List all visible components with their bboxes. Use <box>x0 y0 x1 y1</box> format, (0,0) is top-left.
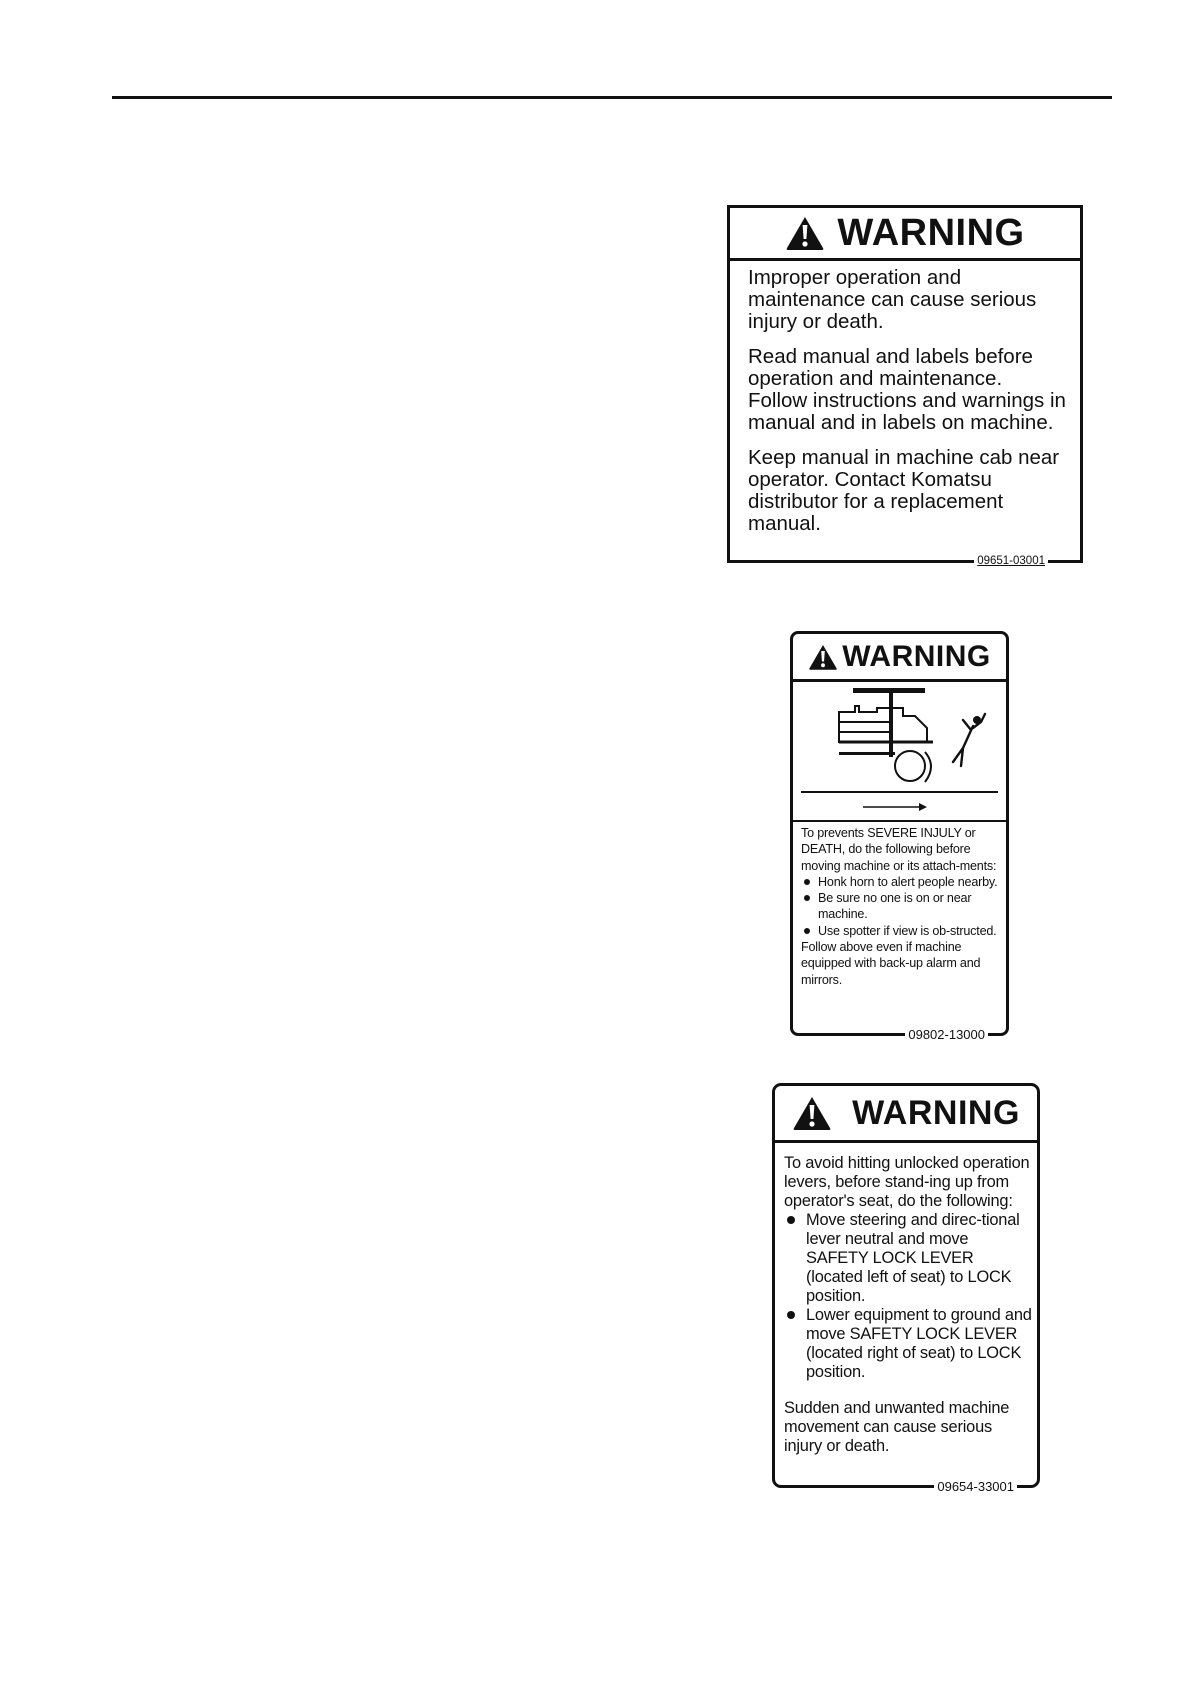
part-number: 09651-03001 <box>974 556 1048 568</box>
list-item: Be sure no one is on or near machine. <box>801 890 1002 923</box>
label-heading <box>775 1086 1037 1143</box>
machine-hazard-illustration <box>793 682 1006 822</box>
label-paragraph: Read manual and labels before operation and maintenance. Follow instructions and warnings in manual and in labels on machine. <box>748 345 1066 434</box>
label-intro: To avoid hitting unlocked operation levers, before stand-ing up from operator's seat, do the following: <box>784 1154 1030 1210</box>
bullet-list <box>801 874 1002 939</box>
heading-text: WARNING <box>842 639 991 673</box>
list-item: Use spotter if view is ob-structed. <box>801 923 1002 939</box>
label-closing: Sudden and unwanted machine movement can cause serious injury or death. <box>784 1399 1010 1455</box>
part-number: 09802-13000 <box>905 1028 988 1041</box>
list-item: Move steering and direc-tional lever neutral and move SAFETY LOCK LEVER (located left of seat) to LOCK position. <box>784 1211 1033 1306</box>
label-heading <box>793 634 1006 682</box>
label-heading <box>730 208 1080 261</box>
heading-text: WARNING <box>852 1093 1020 1132</box>
label-paragraph: Improper operation and maintenance can cause serious injury or death. <box>748 266 1037 333</box>
warning-triangle-icon <box>792 1095 832 1131</box>
warning-label-manual <box>727 205 1083 567</box>
part-number: 09654-33001 <box>934 1480 1017 1493</box>
warning-triangle-icon <box>785 215 825 251</box>
label-intro: To prevents SEVERE INJULY or DEATH, do the following before moving machine or its attach-ments: <box>801 826 997 873</box>
label-closing: Follow above even if machine equipped with back-up alarm and mirrors. <box>801 940 981 987</box>
warning-label-moving-machine <box>790 631 1009 1042</box>
heading-text: WARNING <box>837 211 1025 254</box>
list-item: Honk horn to alert people nearby. <box>801 874 1002 890</box>
warning-triangle-icon <box>808 643 838 671</box>
bullet-list <box>784 1211 1033 1382</box>
machine-and-person-pictogram <box>793 682 1006 820</box>
label-paragraph: Keep manual in machine cab near operator. Contact Komatsu distributor for a replacement manual. <box>748 446 1060 535</box>
list-item: Lower equipment to ground and move SAFETY LOCK LEVER (located right of seat) to LOCK position. <box>784 1306 1033 1382</box>
warning-label-safety-lock <box>772 1083 1040 1494</box>
header-rule <box>112 96 1112 99</box>
